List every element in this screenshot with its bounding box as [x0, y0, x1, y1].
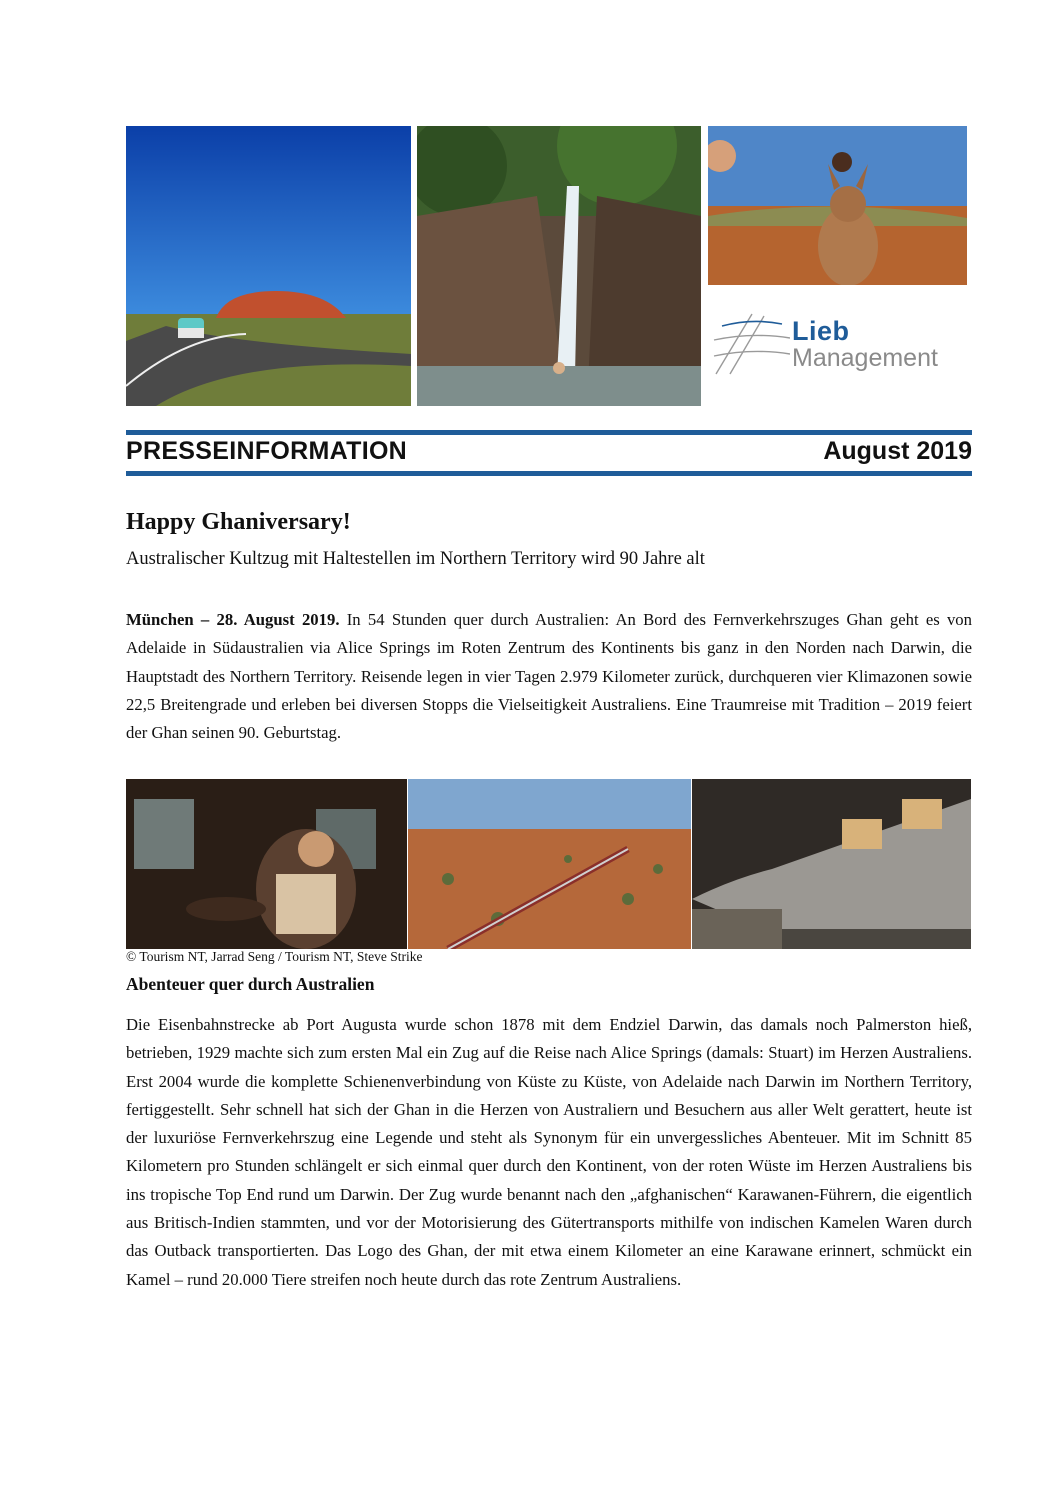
subheadline: Australischer Kultzug mit Haltestellen im Northern Territory wird 90 Jahre alt — [126, 549, 705, 569]
kangaroo-photo — [708, 126, 967, 285]
header-rule-bottom — [126, 471, 972, 476]
intro-paragraph — [126, 606, 972, 747]
headline: Happy Ghaniversary! — [126, 509, 351, 535]
lieb-management-logo — [712, 304, 974, 384]
logo-mark-icon — [712, 310, 790, 376]
logo-word-lieb: Lieb — [792, 316, 850, 346]
section-heading: Abenteuer quer durch Australien — [126, 974, 375, 994]
uluru-road-photo — [126, 126, 411, 406]
train-desert-aerial-photo — [408, 779, 691, 949]
header-rule-top — [126, 430, 972, 435]
intro-text: In 54 Stunden quer durch Australien: An Bord des Fernverkehrszuges Ghan geht es von Adelaide in Südaustralien via Alice Springs im Roten Zentrum des Kontinents bis ganz in den Norden nach Darwin, die Hauptstadt des Northern Territory. Reisende legen in vier Tagen 2.979 Kilometer zurück, durchqueren vier Klimazonen sowie 22,5 Breitengrade und erleben bei diversen Stopps die Vielseitigkeit Australiens. Eine Traumreise mit Tradition – 2019 feiert der Ghan seinen 90. Geburtstag. — [126, 610, 972, 743]
logo-word-management: Management — [792, 344, 938, 372]
train-cabin-photo — [126, 779, 407, 949]
ghan-train-platform-photo — [692, 779, 971, 949]
body-paragraph: Die Eisenbahnstrecke ab Port Augusta wurde schon 1878 mit dem Endziel Darwin, das damals noch Palmerston hieß, betrieben, 1929 machte sich zum ersten Mal ein Zug auf die Reise nach Alice Springs (damals: Stuart) im Herzen Australiens. Erst 2004 wurde die komplette Schienenverbindung von Küste zu Küste, von Adelaide nach Darwin im Northern Territory, fertiggestellt. Sehr schnell hat sich der Ghan in die Herzen von Australiern und Besuchern aus aller Welt gerattert, heute ist der luxuriöse Fernverkehrszug eine Legende und steht als Synonym für ein unvergessliches Abenteuer. Mit im Schnitt 85 Kilometern pro Stunden schlängelt er sich einmal quer durch den Kontinent, von der roten Wüste im Herzen Australiens bis ins tropische Top End rund um Darwin. Der Zug wurde benannt nach den „afghanischen“ Karawanen-Führern, die eigentlich aus Britisch-Indien stammten, und vor der Motorisierung des Gütertransports mithilfe von indischen Kamelen Waren durch das Outback transportierten. Das Logo des Ghan, der mit etwa einem Kilometer an eine Karawane erinnert, schmückt ein Kamel – rund 20.000 Tiere streifen noch heute durch das rote Zentrum Australiens. — [126, 1015, 972, 1289]
waterfall-photo — [417, 126, 701, 406]
dateline: München – 28. August 2019. — [126, 610, 340, 629]
photo-credit: © Tourism NT, Jarrad Seng / Tourism NT, Steve Strike — [126, 949, 423, 964]
press-date: August 2019 — [823, 437, 972, 465]
press-label: PRESSEINFORMATION — [126, 437, 408, 465]
